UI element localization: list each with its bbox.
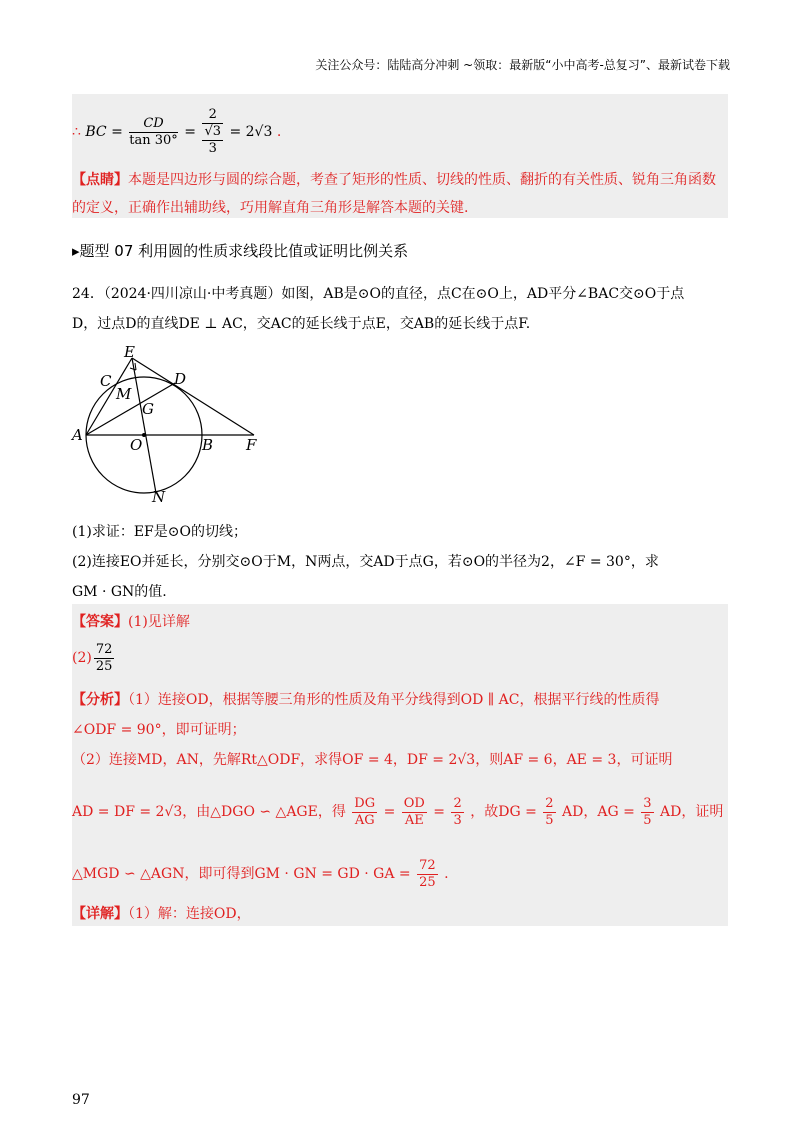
answer-line-1: 【答案】(1)见详解 xyxy=(72,614,190,630)
analysis-line-4: AD = DF = 2√3，由△DGO ∽ △AGE，得 $\frac{DG}{AG}$ = $\frac{OD}{AE}$ = $\frac{2}{3}$ ，故DG = $\frac{2}{5}$ AD，AG = $\frac{3}{5}$ AD，证明 xyxy=(72,795,724,828)
note-line-2: 的定义，正确作出辅助线，巧用解直角三角形是解答本题的关键. xyxy=(72,200,469,216)
note-line-1: 【点睛】本题是四边形与圆的综合题，考查了矩形的性质、切线的性质、翻折的有关性质、锐角三角函数 xyxy=(72,172,716,188)
label-C: C xyxy=(100,372,112,390)
page-header: 关注公众号：陆陆高分冲刺 ~领取：最新版“小中高考-总复习”、最新试卷下载 xyxy=(315,58,730,72)
question-2-cont: GM · GN的值. xyxy=(72,584,167,600)
detail-line: 【详解】（1）解：连接OD， xyxy=(72,906,251,922)
label-G: G xyxy=(142,400,154,418)
label-B: B xyxy=(202,436,214,454)
section-title: ▸题型 07 利用圆的性质求线段比值或证明比例关系 xyxy=(72,242,409,260)
label-N: N xyxy=(152,488,166,506)
analysis-line-5: △MGD ∽ △AGN，即可得到GM · GN = GD · GA = $\frac{72}{25}$ . xyxy=(72,857,449,890)
problem-line-2: D，过点D的直线DE ⊥ AC，交AC的延长线于点E，交AB的延长线于点F. xyxy=(72,316,531,332)
answer-line-2: (2) $\frac{72}{25}$ xyxy=(72,641,113,674)
label-M: M xyxy=(116,385,132,403)
analysis-line-3: （2）连接MD，AN，先解Rt△ODF，求得OF = 4，DF = 2√3，则AF = 6，AE = 3，可证明 xyxy=(72,752,673,768)
bc-formula: ∴ BC = $\frac{CD}{\tan 30^\circ}$ = 2 √3 3 = 2√3 . xyxy=(72,107,282,156)
question-2: (2)连接EO并延长，分别交⊙O于M，N两点，交AD于点G，若⊙O的半径为2，∠F = 30°，求 xyxy=(72,554,659,570)
geometry-figure xyxy=(70,340,270,510)
analysis-line-1: 【分析】（1）连接OD，根据等腰三角形的性质及角平分线得到OD ∥ AC，根据平行线的性质得 xyxy=(72,692,660,708)
label-E: E xyxy=(124,343,135,361)
label-O: O xyxy=(130,436,143,454)
analysis-line-2: ∠ODF = 90°，即可证明； xyxy=(72,722,246,738)
label-D: D xyxy=(174,370,187,388)
question-1: (1)求证：EF是⊙O的切线； xyxy=(72,524,247,540)
page-number: 97 xyxy=(72,1092,90,1108)
label-A: A xyxy=(72,426,83,444)
problem-line-1: 24．（2024·四川凉山·中考真题）如图，AB是⊙O的直径，点C在⊙O上，AD平分∠BAC交⊙O于点 xyxy=(72,286,685,302)
label-F: F xyxy=(246,436,257,454)
